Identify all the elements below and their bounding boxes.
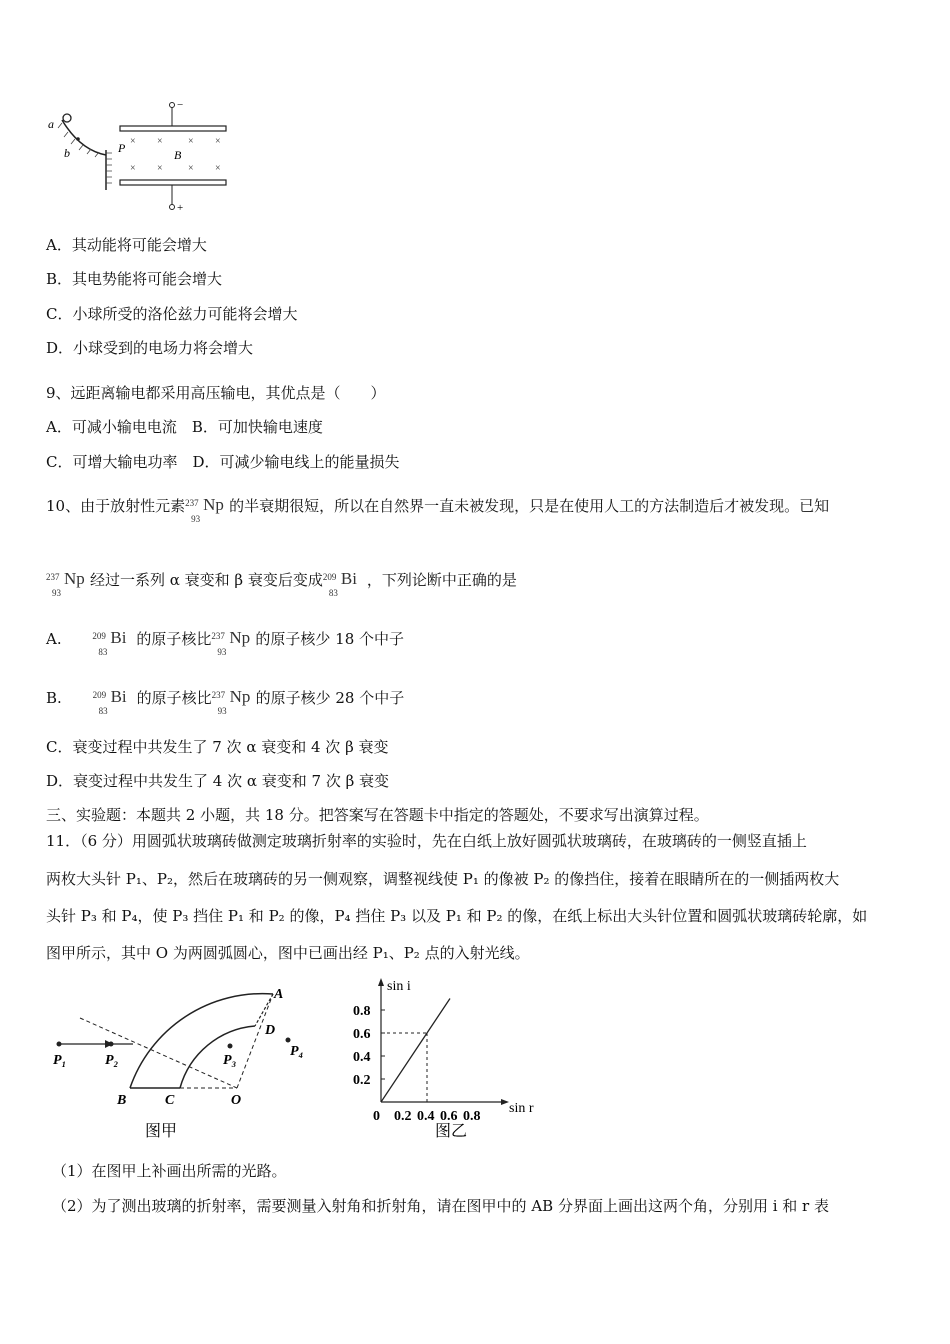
label-b: b: [64, 146, 70, 160]
OA-dashed: [237, 994, 276, 1088]
q10-option-b: B. 209 83 Bi 的原子核比 237 93 Np 的原子核少 28 个中子: [46, 687, 405, 716]
q11-line2: 两枚大头针 P₁、P₂，然后在玻璃砖的另一侧观察，调整视线使 P₁ 的像被 P₂ 的像挡住，接着在眼睛所在的一侧插两枚大: [46, 870, 840, 888]
caption-yi: 图乙: [435, 1123, 468, 1140]
label-O: O: [231, 1093, 242, 1108]
np-nuclide: 237 93 Np: [46, 569, 85, 598]
bi-nuclide: 209 83 Bi: [92, 628, 127, 657]
minus-sign: −: [177, 99, 184, 111]
label-B: B: [117, 1093, 127, 1108]
label-P1: P₁: [53, 1053, 67, 1068]
outer-arc: [130, 994, 276, 1088]
svg-text:×: ×: [130, 136, 136, 147]
label-P4: P₄: [290, 1044, 304, 1059]
svg-text:×: ×: [130, 163, 136, 174]
ball: [63, 114, 71, 122]
x-tick-label: 0.8: [463, 1109, 481, 1124]
inner-arc: [180, 1026, 255, 1088]
x-tick-label: 0.4: [417, 1109, 435, 1124]
q10-option-d: D．衰变过程中共发生了 4 次 α 衰变和 7 次 β 衰变: [46, 772, 390, 790]
q11-sub2: （2）为了测出玻璃的折射率，需要测量入射角和折射角，请在图甲中的 AB 分界面上画出这两个角，分别用 i 和 r 表: [52, 1197, 829, 1215]
svg-text:×: ×: [215, 136, 221, 147]
normal-dashed: [80, 1018, 237, 1088]
q11-sub1: （1）在图甲上补画出所需的光路。: [52, 1162, 287, 1180]
q11-line3: 头针 P₃ 和 P₄，使 P₃ 挡住 P₁ 和 P₂ 的像，P₄ 挡住 P₃ 以及 P₁ 和 P₂ 的像，在纸上标出大头针位置和圆弧状玻璃砖轮廓，如: [46, 907, 868, 925]
q8-option-a: A．其动能将可能会增大: [46, 236, 207, 254]
svg-text:×: ×: [157, 136, 163, 147]
label-P: P: [118, 141, 126, 155]
y-tick-label: 0.2: [353, 1073, 371, 1088]
caption-jia: 图甲: [145, 1123, 178, 1140]
figure-jia: [45, 978, 315, 1143]
point-b: [76, 137, 80, 141]
x-tick-label: 0.6: [440, 1109, 458, 1124]
y-tick-label: 0.4: [353, 1050, 371, 1065]
y-tick-label: 0.8: [353, 1004, 371, 1019]
label-A: A: [274, 987, 284, 1002]
top-plate: [120, 126, 226, 131]
plus-sign: +: [177, 202, 184, 214]
svg-text:×: ×: [215, 163, 221, 174]
x-axis-label: sin r: [509, 1101, 534, 1116]
series-line: [381, 999, 450, 1103]
q8-option-b: B．其电势能将可能会增大: [46, 270, 223, 288]
svg-text:×: ×: [157, 163, 163, 174]
q8-option-d: D．小球受到的电场力将会增大: [46, 339, 254, 357]
q9-options-ab: A．可减小输电电流 B．可加快输电速度: [46, 418, 323, 436]
q11-line4: 图甲所示，其中 O 为两圆弧圆心，图中已画出经 P₁、P₂ 点的入射光线。: [46, 944, 530, 962]
q9-options-cd: C．可增大输电功率 D．可减少输电线上的能量损失: [46, 453, 400, 471]
label-B: B: [174, 148, 182, 162]
incline-capacitor-figure: [40, 95, 280, 220]
q10-stem-line1: 10、由于放射性元素 237 93 Np 的半衰期很短，所以在自然界一直未被发现，只是在使用人工的方法制造后才被发现。已知: [46, 495, 830, 524]
label-P2: P₂: [105, 1053, 119, 1068]
hatch: [106, 153, 112, 183]
q8-option-c: C．小球所受的洛伦兹力可能将会增大: [46, 305, 298, 323]
svg-text:×: ×: [188, 163, 194, 174]
section-3-heading: 三、实验题：本题共 2 小题，共 18 分。把答案写在答题卡中指定的答题处，不要求写出演算过程。: [46, 806, 709, 824]
bottom-plate: [120, 180, 226, 185]
q11-line1: 11．（6 分）用圆弧状玻璃砖做测定玻璃折射率的实验时，先在白纸上放好圆弧状玻璃砖，在玻璃砖的一侧竖直插上: [46, 832, 807, 850]
label-a: a: [48, 117, 54, 131]
bi-nuclide: 209 83 Bi: [92, 687, 127, 716]
x-tick-label: 0: [373, 1109, 380, 1124]
np-nuclide: 237 93 Np: [185, 495, 224, 524]
q10-option-c: C．衰变过程中共发生了 7 次 α 衰变和 4 次 β 衰变: [46, 738, 389, 756]
label-P3: P₃: [223, 1053, 237, 1068]
figure-yi-chart: [345, 972, 545, 1142]
label-D: D: [265, 1023, 276, 1038]
x-tick-label: 0.2: [394, 1109, 412, 1124]
q9-stem: 9、远距离输电都采用高压输电，其优点是（ ）: [46, 384, 386, 402]
np-nuclide: 237 93 Np: [211, 628, 251, 657]
edge-AD: [255, 994, 273, 1026]
label-C: C: [165, 1093, 175, 1108]
y-axis-label: sin i: [387, 979, 411, 994]
q10-stem-line2: 237 93 Np 经过一系列 α 衰变和 β 衰变后变成 209 83 Bi ，下列论断中正确的是: [46, 569, 517, 598]
q10-option-a: A. 209 83 Bi 的原子核比 237 93 Np 的原子核少 18 个中子: [46, 628, 405, 657]
bi-nuclide: 209 83 Bi: [322, 569, 357, 598]
svg-text:×: ×: [188, 136, 194, 147]
y-tick-label: 0.6: [353, 1027, 371, 1042]
np-nuclide: 237 93 Np: [211, 687, 251, 716]
